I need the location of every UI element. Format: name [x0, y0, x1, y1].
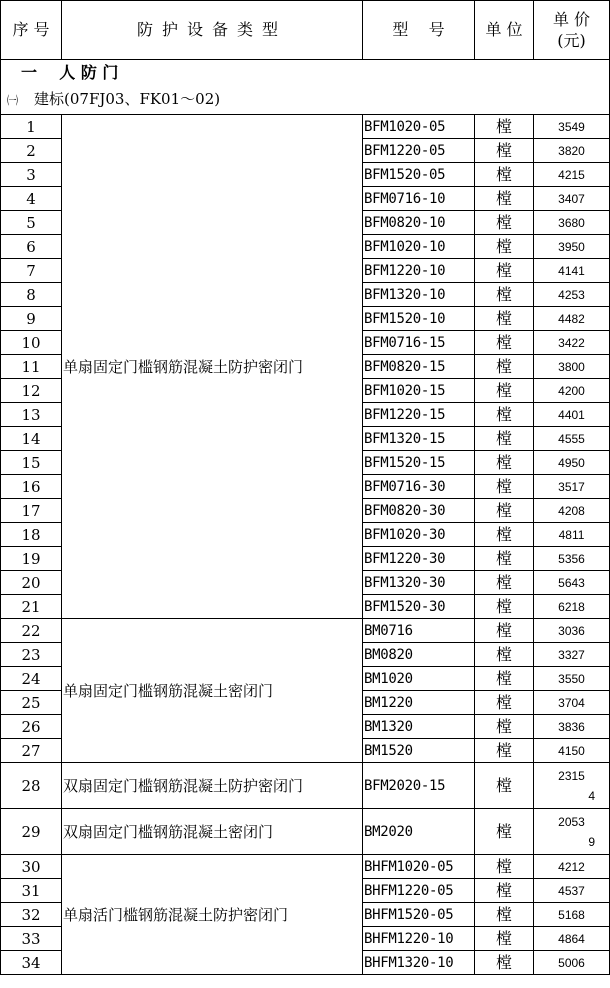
price-cell: 4150 [534, 739, 610, 763]
model-cell: BM1220 [363, 691, 475, 715]
unit-cell: 樘 [475, 331, 534, 355]
header-price-line1: 单 价 [552, 10, 591, 29]
row-number: 31 [1, 879, 62, 903]
model-cell: BFM0716-10 [363, 187, 475, 211]
model-cell: BFM1320-30 [363, 571, 475, 595]
price-line2: 9 [588, 834, 595, 849]
model-cell: BFM1020-30 [363, 523, 475, 547]
row-number: 19 [1, 547, 62, 571]
row-number: 9 [1, 307, 62, 331]
model-cell: BFM1020-15 [363, 379, 475, 403]
model-cell: BM1320 [363, 715, 475, 739]
unit-cell: 樘 [475, 855, 534, 879]
model-cell: BFM0716-30 [363, 475, 475, 499]
unit-cell: 樘 [475, 951, 534, 975]
unit-cell: 樘 [475, 595, 534, 619]
model-cell: BFM1320-15 [363, 427, 475, 451]
model-cell: BFM1220-15 [363, 403, 475, 427]
unit-cell: 樘 [475, 547, 534, 571]
model-cell: BHFM1220-10 [363, 927, 475, 951]
unit-cell: 樘 [475, 475, 534, 499]
unit-cell: 樘 [475, 211, 534, 235]
unit-cell: 樘 [475, 739, 534, 763]
model-cell: BFM1520-05 [363, 163, 475, 187]
row-number: 16 [1, 475, 62, 499]
row-number: 25 [1, 691, 62, 715]
model-cell: BFM1020-10 [363, 235, 475, 259]
row-number: 6 [1, 235, 62, 259]
table-row [1, 763, 610, 809]
price-cell: 4253 [534, 283, 610, 307]
price-cell: 3036 [534, 619, 610, 643]
price-cell: 3836 [534, 715, 610, 739]
row-number: 10 [1, 331, 62, 355]
unit-cell: 樘 [475, 259, 534, 283]
unit-cell: 樘 [475, 523, 534, 547]
table-row [1, 115, 610, 139]
unit-cell: 樘 [475, 903, 534, 927]
price-cell: 3550 [534, 667, 610, 691]
table-row [1, 619, 610, 643]
price-cell [534, 809, 610, 855]
header-type: 防护设备类型 [62, 1, 363, 60]
device-type-cell: 双扇固定门槛钢筋混凝土密闭门 [62, 809, 363, 855]
price-cell: 5168 [534, 903, 610, 927]
model-cell: BFM2020-15 [363, 763, 475, 809]
price-cell: 3549 [534, 115, 610, 139]
row-number: 26 [1, 715, 62, 739]
price-cell: 4482 [534, 307, 610, 331]
row-number: 22 [1, 619, 62, 643]
header-price-line2: (元) [557, 31, 586, 50]
price-cell: 5006 [534, 951, 610, 975]
model-cell: BFM1220-05 [363, 139, 475, 163]
header-no: 序 号 [1, 1, 62, 60]
price-cell: 3407 [534, 187, 610, 211]
row-number: 20 [1, 571, 62, 595]
row-number: 18 [1, 523, 62, 547]
header-model: 型 号 [363, 1, 475, 60]
price-cell: 3422 [534, 331, 610, 355]
device-type-cell: 单扇固定门槛钢筋混凝土防护密闭门 [62, 115, 363, 619]
row-number: 15 [1, 451, 62, 475]
unit-cell: 樘 [475, 355, 534, 379]
price-cell: 3517 [534, 475, 610, 499]
price-cell: 4555 [534, 427, 610, 451]
model-cell: BFM0820-30 [363, 499, 475, 523]
price-cell: 3680 [534, 211, 610, 235]
unit-cell: 樘 [475, 379, 534, 403]
row-number: 11 [1, 355, 62, 379]
unit-cell: 樘 [475, 499, 534, 523]
price-cell: 3820 [534, 139, 610, 163]
row-number: 33 [1, 927, 62, 951]
unit-cell: 樘 [475, 809, 534, 855]
row-number: 2 [1, 139, 62, 163]
device-type-cell: 单扇活门槛钢筋混凝土防护密闭门 [62, 855, 363, 975]
price-cell: 4141 [534, 259, 610, 283]
row-number: 7 [1, 259, 62, 283]
row-number: 13 [1, 403, 62, 427]
unit-cell: 樘 [475, 879, 534, 903]
row-number: 14 [1, 427, 62, 451]
header-price [534, 1, 610, 60]
row-number: 32 [1, 903, 62, 927]
model-cell: BHFM1220-05 [363, 879, 475, 903]
model-cell: BM0820 [363, 643, 475, 667]
unit-cell: 樘 [475, 163, 534, 187]
subsection-label: 建标(07FJ03、FK01～02) [34, 90, 221, 108]
unit-cell: 樘 [475, 283, 534, 307]
price-cell: 4208 [534, 499, 610, 523]
model-cell: BFM1520-15 [363, 451, 475, 475]
row-number: 23 [1, 643, 62, 667]
table-row [1, 855, 610, 879]
subsection-heading [1, 86, 610, 115]
price-cell: 5643 [534, 571, 610, 595]
unit-cell: 樘 [475, 403, 534, 427]
row-number: 12 [1, 379, 62, 403]
unit-cell: 樘 [475, 691, 534, 715]
price-cell: 3704 [534, 691, 610, 715]
model-cell: BM2020 [363, 809, 475, 855]
model-cell: BFM1520-10 [363, 307, 475, 331]
price-cell: 4811 [534, 523, 610, 547]
price-cell: 4215 [534, 163, 610, 187]
price-cell: 4950 [534, 451, 610, 475]
price-cell: 6218 [534, 595, 610, 619]
subsection-heading-row [1, 86, 610, 115]
subsection-mark: ㈠ [7, 94, 18, 107]
device-type-cell: 单扇固定门槛钢筋混凝土密闭门 [62, 619, 363, 763]
row-number: 30 [1, 855, 62, 879]
section-heading-row [1, 60, 610, 87]
price-cell: 4200 [534, 379, 610, 403]
row-number: 34 [1, 951, 62, 975]
model-cell: BFM1320-10 [363, 283, 475, 307]
unit-cell: 樘 [475, 427, 534, 451]
price-cell: 4537 [534, 879, 610, 903]
row-number: 8 [1, 283, 62, 307]
row-number: 4 [1, 187, 62, 211]
price-cell: 4212 [534, 855, 610, 879]
row-number: 28 [1, 763, 62, 809]
model-cell: BFM1220-10 [363, 259, 475, 283]
model-cell: BFM0820-10 [363, 211, 475, 235]
unit-cell: 樘 [475, 715, 534, 739]
price-cell: 3800 [534, 355, 610, 379]
model-cell: BM1020 [363, 667, 475, 691]
unit-cell: 樘 [475, 139, 534, 163]
model-cell: BM1520 [363, 739, 475, 763]
unit-cell: 樘 [475, 763, 534, 809]
row-number: 1 [1, 115, 62, 139]
row-number: 3 [1, 163, 62, 187]
row-number: 27 [1, 739, 62, 763]
model-cell: BHFM1520-05 [363, 903, 475, 927]
price-line1: 2053 [558, 814, 585, 829]
unit-cell: 樘 [475, 643, 534, 667]
model-cell: BFM1520-30 [363, 595, 475, 619]
unit-cell: 樘 [475, 927, 534, 951]
price-line1: 2315 [558, 768, 585, 783]
unit-cell: 樘 [475, 115, 534, 139]
unit-cell: 樘 [475, 667, 534, 691]
model-cell: BHFM1020-05 [363, 855, 475, 879]
row-number: 5 [1, 211, 62, 235]
header-row [1, 1, 610, 60]
row-number: 24 [1, 667, 62, 691]
row-number: 21 [1, 595, 62, 619]
model-cell: BFM0716-15 [363, 331, 475, 355]
model-cell: BM0716 [363, 619, 475, 643]
unit-cell: 樘 [475, 451, 534, 475]
price-cell: 5356 [534, 547, 610, 571]
row-number: 29 [1, 809, 62, 855]
price-cell: 3327 [534, 643, 610, 667]
unit-cell: 樘 [475, 235, 534, 259]
section-heading: 一 人 防 门 [1, 60, 610, 87]
model-cell: BFM1020-05 [363, 115, 475, 139]
unit-cell: 樘 [475, 307, 534, 331]
model-cell: BFM0820-15 [363, 355, 475, 379]
unit-cell: 樘 [475, 619, 534, 643]
model-cell: BFM1220-30 [363, 547, 475, 571]
device-type-cell: 双扇固定门槛钢筋混凝土防护密闭门 [62, 763, 363, 809]
price-line2: 4 [588, 788, 595, 803]
price-cell: 4401 [534, 403, 610, 427]
header-unit: 单 位 [475, 1, 534, 60]
price-cell: 3950 [534, 235, 610, 259]
table-row [1, 809, 610, 855]
model-cell: BHFM1320-10 [363, 951, 475, 975]
price-cell: 4864 [534, 927, 610, 951]
unit-cell: 樘 [475, 187, 534, 211]
price-cell [534, 763, 610, 809]
row-number: 17 [1, 499, 62, 523]
unit-cell: 樘 [475, 571, 534, 595]
